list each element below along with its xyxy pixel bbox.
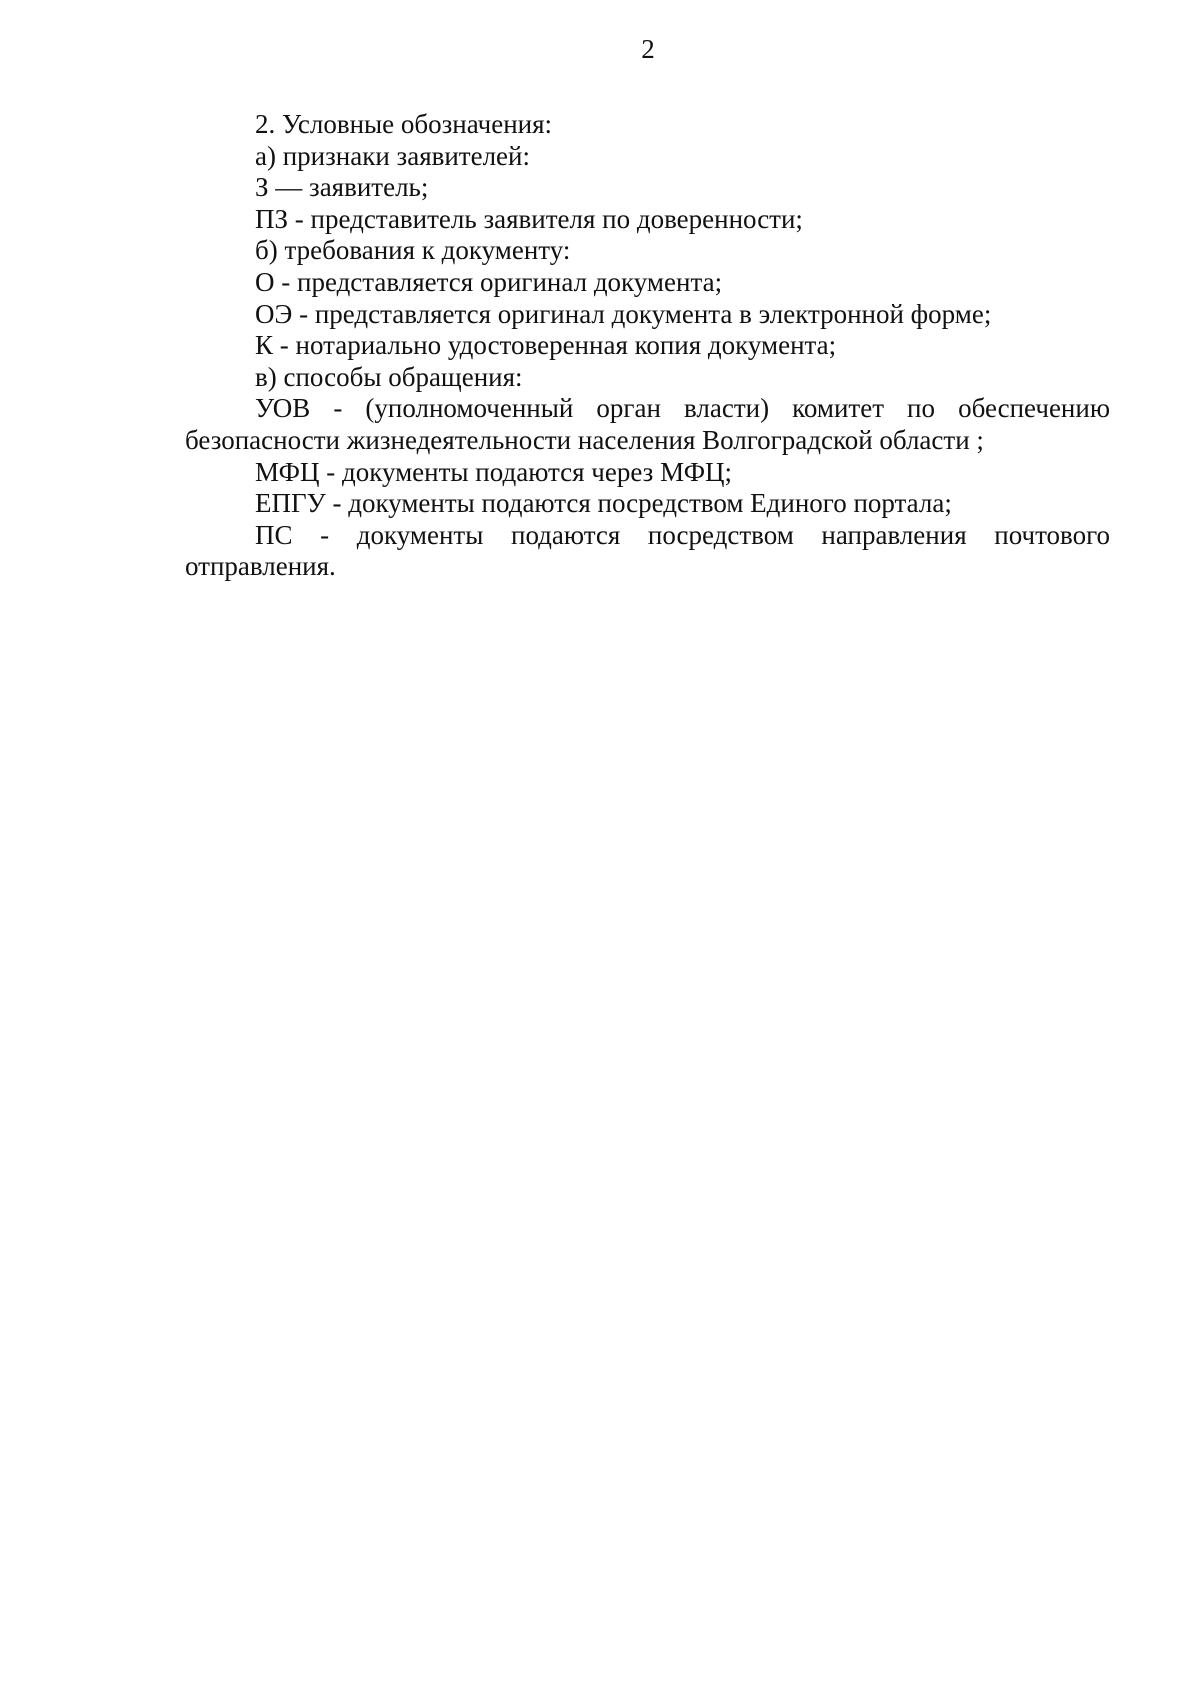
group-title-submission-methods: в) способы обращения: — [255, 361, 523, 392]
list-item: О - представляется оригинал документа; — [255, 266, 723, 297]
list-item: МФЦ - документы подаются через МФЦ; — [255, 456, 733, 487]
document-body — [185, 109, 1110, 583]
group-title-applicants: а) признаки заявителей: — [255, 140, 530, 171]
list-item: УОВ - (уполномоченный орган власти) комитет по обеспечению безопасности жизнедеятельности населения Волгоградской области ; — [185, 393, 1110, 455]
list-item: К - нотариально удостоверенная копия документа; — [255, 330, 837, 361]
list-item: З — заявитель; — [255, 172, 429, 203]
page-number: 2 — [641, 34, 655, 64]
list-item: ОЭ - представляется оригинал документа в электронной форме; — [255, 298, 992, 329]
section-heading: 2. Условные обозначения: — [255, 109, 553, 139]
list-item: ПС - документы подаются посредством направления почтового отправления. — [185, 519, 1110, 582]
group-title-document-requirements: б) требования к документу: — [255, 235, 571, 266]
list-item: ПЗ - представитель заявителя по доверенности; — [255, 203, 803, 234]
list-item: ЕПГУ - документы подаются посредством Единого портала; — [255, 488, 952, 519]
